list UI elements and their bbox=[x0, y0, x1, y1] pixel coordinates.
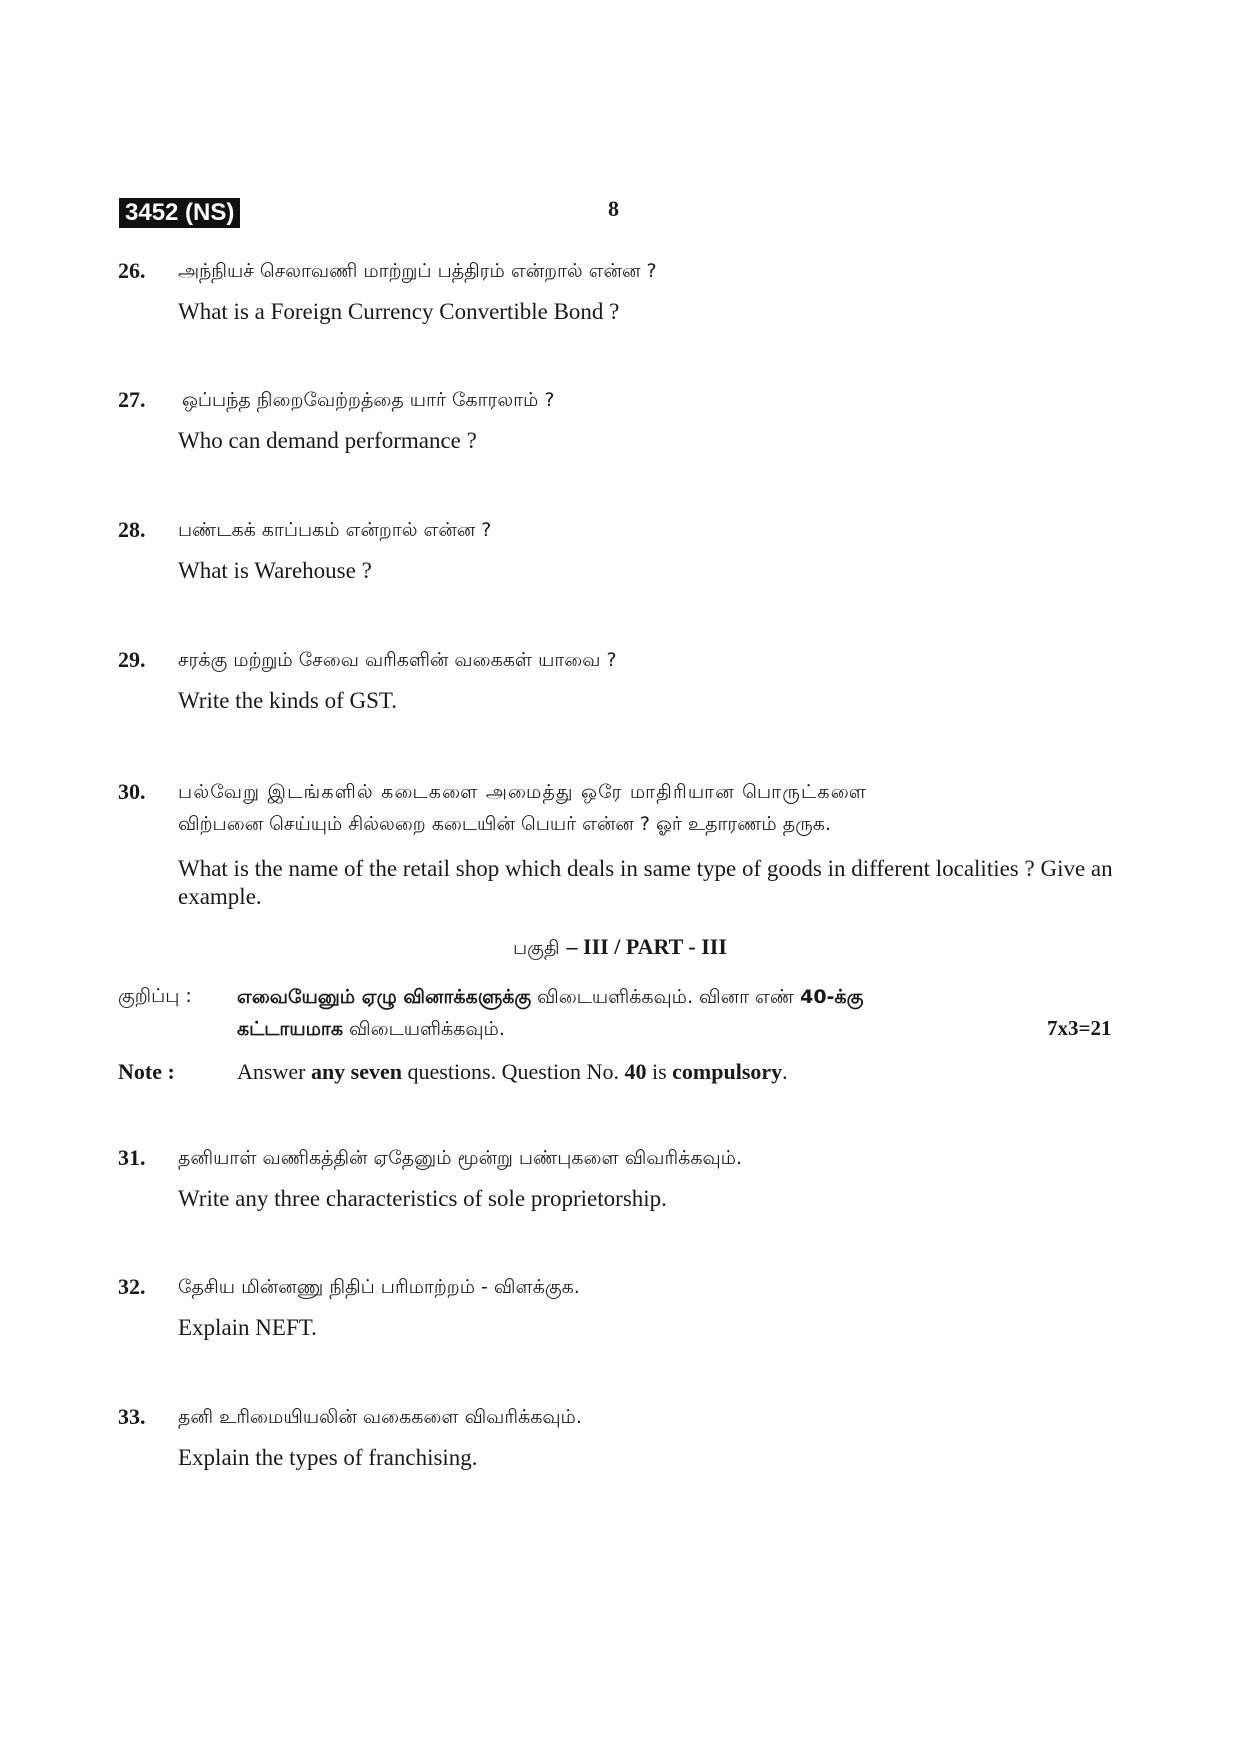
question-tamil-text: தேசிய மின்னணு நிதிப் பரிமாற்றம் - விளக்குக. bbox=[178, 1276, 580, 1298]
question-tamil-text: பண்டகக் காப்பகம் என்றால் என்ன ? bbox=[178, 519, 492, 541]
note-english-text-2: questions. Question No. bbox=[402, 1059, 625, 1084]
question-tamil-text-line-2: விற்பனை செய்யும் சில்லறை கடையின் பெயர் என்ன ? ஓர் உதாரணம் தருக. bbox=[178, 813, 831, 835]
note-english-bold-1: any seven bbox=[310, 1059, 402, 1084]
question-english-text: What is Warehouse ? bbox=[178, 558, 372, 583]
question-english-text: Write any three characteristics of sole proprietorship. bbox=[178, 1186, 667, 1211]
question-number: 32. bbox=[118, 1274, 146, 1299]
question-english-text: Write the kinds of GST. bbox=[178, 688, 398, 713]
question-number: 31. bbox=[118, 1145, 146, 1170]
note-english-text-3: is bbox=[646, 1059, 673, 1084]
question-english-text: What is the name of the retail shop which deals in same type of goods in different localities ? Give an example. bbox=[178, 856, 1113, 909]
note-english-text-1: Answer bbox=[237, 1059, 311, 1084]
note-english-text-4: . bbox=[782, 1059, 788, 1084]
question-number: 26. bbox=[118, 258, 146, 283]
question-tamil-text: சரக்கு மற்றும் சேவை வரிகளின் வகைகள் யாவை ? bbox=[178, 649, 617, 671]
note-tamil-text bbox=[237, 981, 1087, 1045]
part-heading-english: – III / PART - III bbox=[566, 934, 727, 959]
question-tamil-text: அந்நியச் செலாவணி மாற்றுப் பத்திரம் என்றால் என்ன ? bbox=[178, 260, 657, 282]
question-number: 30. bbox=[118, 779, 146, 804]
note-tamil-text-1: விடையளிக்கவும். வினா எண் bbox=[531, 986, 801, 1008]
question-english-text: Explain the types of franchising. bbox=[178, 1445, 478, 1470]
question-tamil-text: தனி உரிமையியலின் வகைகளை விவரிக்கவும். bbox=[178, 1406, 582, 1428]
note-tamil-bold-1: எவையேனும் ஏழு வினாக்களுக்கு bbox=[237, 986, 532, 1008]
part-heading bbox=[0, 932, 1240, 963]
question-english-text: What is a Foreign Currency Convertible Bond ? bbox=[178, 299, 620, 324]
question-tamil-text-line-1: பல்வேறு இடங்களில் கடைகளை அமைத்து ஒரே மாதிரியான பொருட்களை bbox=[178, 781, 868, 803]
question-english-text: Who can demand performance ? bbox=[178, 428, 477, 453]
marks-scheme: 7x3=21 bbox=[1047, 1016, 1112, 1040]
note-english-bold-2: 40 bbox=[624, 1059, 647, 1084]
note-tamil-bold-2: 40-க்கு bbox=[800, 986, 864, 1008]
paper-code-badge: 3452 (NS) bbox=[119, 198, 240, 228]
note-tamil-label: குறிப்பு : bbox=[118, 985, 192, 1007]
question-tamil-text: தனியாள் வணிகத்தின் ஏதேனும் மூன்று பண்புகளை விவரிக்கவும். bbox=[178, 1147, 742, 1169]
note-english-label: Note : bbox=[118, 1059, 175, 1084]
note-tamil-bold-3: கட்டாயமாக bbox=[237, 1018, 343, 1040]
question-number: 29. bbox=[118, 647, 146, 672]
part-heading-tamil: பகுதி bbox=[513, 937, 560, 959]
question-tamil-text: ஒப்பந்த நிறைவேற்றத்தை யார் கோரலாம் ? bbox=[182, 389, 555, 411]
question-english-text: Explain NEFT. bbox=[178, 1315, 317, 1340]
note-english-bold-3: compulsory bbox=[672, 1059, 783, 1084]
question-number: 33. bbox=[118, 1404, 146, 1429]
question-number: 28. bbox=[118, 517, 146, 542]
note-english-text bbox=[237, 1057, 788, 1087]
note-tamil-text-2: விடையளிக்கவும். bbox=[342, 1018, 505, 1040]
question-number: 27. bbox=[118, 387, 146, 412]
page-number: 8 bbox=[608, 196, 619, 221]
